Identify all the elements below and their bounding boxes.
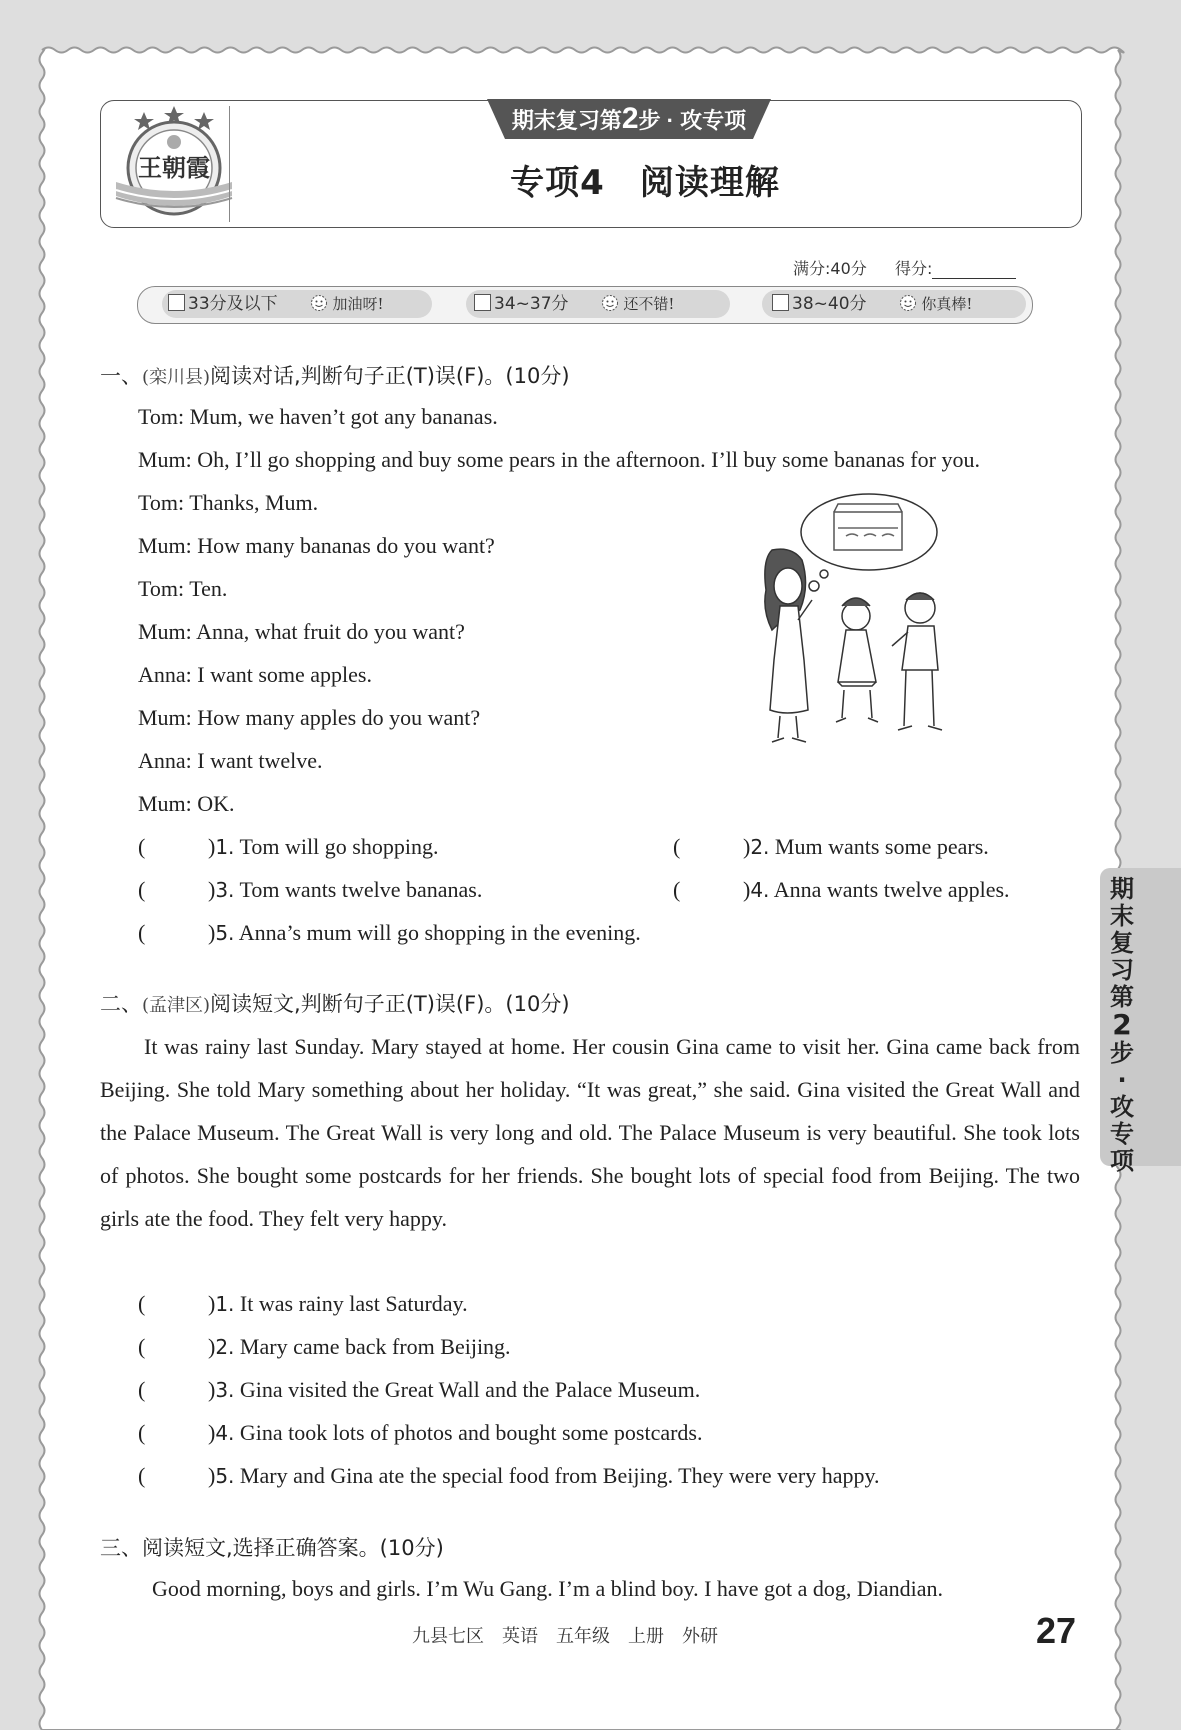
question-item: ( )2. Mum wants some pears. (673, 834, 989, 859)
dialogue-line: Mum: Anna, what fruit do you want? (138, 619, 465, 644)
question-item: ( )4. Anna wants twelve apples. (673, 877, 1010, 902)
question-item: ( )1. Tom will go shopping. (138, 834, 439, 859)
question-item: ( )1. It was rainy last Saturday. (138, 1291, 468, 1316)
answer-blank[interactable]: ( (138, 1420, 146, 1445)
answer-blank[interactable]: ( (138, 1291, 146, 1316)
dialogue-line: Mum: OK. (138, 791, 235, 816)
question-item: ( )5. Mary and Gina ate the special food from Beijing. They were very happy. (138, 1463, 880, 1488)
section-1-heading: 一、(栾川县)阅读对话,判断句子正(T)误(F)。(10分) (100, 364, 570, 388)
dialogue-line: Tom: Mum, we haven’t got any bananas. (138, 404, 498, 429)
side-tab-label: 期末复习第2步·攻专项 (1110, 875, 1134, 1175)
section-2-heading: 二、(孟津区)阅读短文,判断句子正(T)误(F)。(10分) (100, 992, 570, 1016)
dialogue-line: Anna: I want twelve. (138, 748, 323, 773)
dialogue-line: Mum: How many bananas do you want? (138, 533, 495, 558)
svg-text:王朝霞: 王朝霞 (138, 153, 210, 182)
section-3-first-line: Good morning, boys and girls. I’m Wu Gang. I’m a blind boy. I have got a dog, Diandian. (152, 1576, 943, 1601)
page-title: 专项4 阅读理解 (510, 163, 780, 203)
footer-text: 九县七区 英语 五年级 上册 外研 (412, 1626, 718, 1647)
banner-text: 期末复习第2步 · 攻专项 (511, 102, 747, 135)
logo-divider (229, 106, 230, 222)
smiley-icon (601, 294, 619, 312)
answer-blank[interactable]: ( (138, 1334, 146, 1359)
family-shopping-illustration (752, 490, 970, 754)
smiley-icon (310, 294, 328, 312)
rating-option-1[interactable]: 33分及以下 加油呀! (168, 290, 383, 318)
answer-blank[interactable]: ( (138, 1463, 146, 1488)
page-number: 27 (1036, 1610, 1077, 1651)
rating-option-3[interactable]: 38~40分 你真棒! (772, 290, 972, 318)
dialogue-line: Anna: I want some apples. (138, 662, 372, 687)
question-item: ( )4. Gina took lots of photos and bought some postcards. (138, 1420, 703, 1445)
answer-blank[interactable]: ( (138, 834, 146, 859)
question-item: ( )3. Gina visited the Great Wall and the Palace Museum. (138, 1377, 701, 1402)
checkbox-icon[interactable] (168, 294, 185, 311)
section-3-heading: 三、阅读短文,选择正确答案。(10分) (100, 1536, 444, 1560)
question-item: ( )2. Mary came back from Beijing. (138, 1334, 511, 1359)
dialogue-line: Mum: How many apples do you want? (138, 705, 481, 730)
answer-blank[interactable]: ( (138, 877, 146, 902)
answer-blank[interactable]: ( (138, 1377, 146, 1402)
answer-blank[interactable]: ( (673, 877, 681, 902)
smiley-icon (899, 294, 917, 312)
dialogue-line: Tom: Ten. (138, 576, 228, 601)
score-got-label: 得分: (894, 259, 933, 278)
question-item: ( )5. Anna’s mum will go shopping in the evening. (138, 920, 641, 945)
score-line (793, 256, 1016, 279)
full-score-label: 满分:40分 (793, 259, 867, 278)
score-blank[interactable] (932, 262, 1016, 279)
rating-option-2[interactable]: 34~37分 还不错! (474, 290, 674, 318)
question-item: ( )3. Tom wants twelve bananas. (138, 877, 483, 902)
checkbox-icon[interactable] (474, 294, 491, 311)
checkbox-icon[interactable] (772, 294, 789, 311)
publisher-logo-icon (110, 104, 238, 222)
section-2-passage: It was rainy last Sunday. Mary stayed at home. Her cousin Gina came to visit her. Gina came back from Beijing. She told Mary something about her holiday. “It was great,” she said. Gina visited the Great Wall and the Palace Museum. The Great Wall is very long and old. The Palace Museum is very beautiful. She took lots of photos. She bought some postcards for her friends. She bought lots of special food from Beijing. The two girls ate the food. They felt very happy. (100, 1034, 1080, 1231)
dialogue-line: Mum: Oh, I’ll go shopping and buy some pears in the afternoon. I’ll buy some bananas for you. (138, 447, 980, 472)
answer-blank[interactable]: ( (673, 834, 681, 859)
answer-blank[interactable]: ( (138, 920, 146, 945)
dialogue-line: Tom: Thanks, Mum. (138, 490, 319, 515)
